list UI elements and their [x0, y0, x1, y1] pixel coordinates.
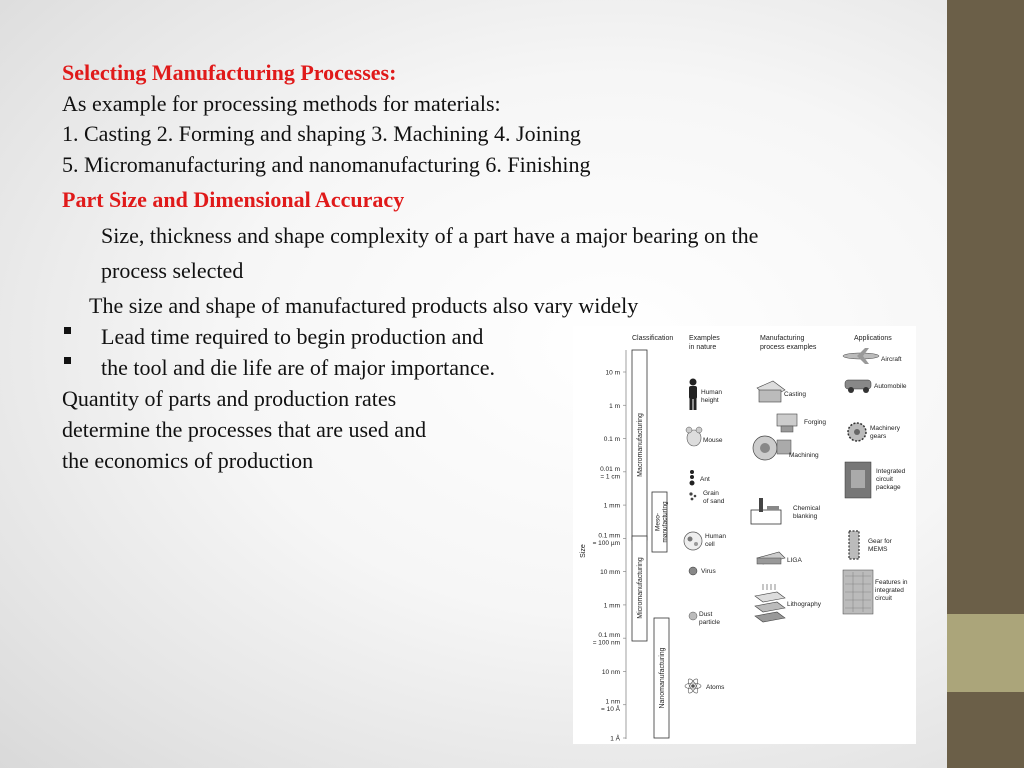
mems-gear-icon: [849, 531, 859, 559]
scale-label: 1 mm: [603, 502, 620, 510]
scale-label: 1 nm: [605, 698, 620, 706]
scale-label: 0.01 m: [600, 465, 620, 473]
human-cell-icon: [684, 532, 702, 550]
header-processes: Manufacturing: [760, 335, 805, 342]
header-processes: process examples: [760, 344, 817, 351]
casting-icon: [757, 381, 785, 402]
automobile-icon: [845, 380, 871, 393]
application-label: Aircraft: [881, 356, 902, 363]
nature-label: Atoms: [706, 684, 725, 691]
application-label: Gear for: [868, 538, 892, 545]
human-icon: [689, 379, 697, 411]
scale-label: 1 Å: [610, 735, 620, 743]
figure-svg: [573, 326, 916, 744]
process-label: LIGA: [787, 557, 802, 564]
heading-part-size: Part Size and Dimensional Accuracy: [62, 187, 405, 212]
nature-label: particle: [699, 619, 720, 626]
nature-label: Dust: [699, 611, 713, 618]
nature-label: height: [701, 397, 719, 404]
machinery-gears-icon: [848, 423, 866, 441]
paragraph-line: Size, thickness and shape complexity of a part have a major bearing on the: [101, 223, 759, 248]
scale-label: 0.1 mm: [598, 532, 620, 540]
text-line: Quantity of parts and production rates: [62, 386, 397, 411]
ic-package-icon: [845, 462, 871, 498]
axis-label-size: Size: [580, 544, 587, 558]
paragraph-line: process selected: [101, 258, 244, 283]
decorative-sidebar: [947, 0, 1024, 768]
nature-label: of sand: [703, 498, 725, 505]
ant-icon: [690, 470, 695, 486]
lithography-icon: [755, 584, 785, 622]
scale-label: 10 mm: [600, 569, 620, 577]
scale-ticks: [593, 370, 626, 743]
scale-label: = 10 Å: [601, 706, 620, 714]
bullet-text: Lead time required to begin production and: [101, 324, 484, 349]
application-label: circuit: [876, 476, 893, 483]
class-label-nano: Nanomanufacturing: [659, 647, 666, 709]
scale-label: 10 nm: [601, 668, 620, 676]
forging-icon: [777, 414, 797, 432]
header-examples: Examples: [689, 335, 720, 342]
application-label: Features in: [875, 579, 908, 586]
sidebar-light-band: [947, 614, 1024, 692]
sidebar-dark-band: [947, 0, 1024, 614]
scale-label: = 100 µm: [592, 539, 620, 547]
nature-label: Ant: [700, 476, 710, 483]
application-label: Integrated: [876, 468, 906, 475]
scale-label: 0.1 mm: [598, 632, 620, 640]
application-label: Machinery: [870, 425, 900, 432]
nature-label: Virus: [701, 568, 716, 575]
liga-icon: [757, 552, 785, 564]
application-label: integrated: [875, 587, 904, 594]
grain-of-sand-icon: [689, 492, 696, 500]
scale-label: = 1 cm: [600, 473, 620, 481]
application-label: Automobile: [874, 383, 907, 390]
scale-label: 1 m: [609, 402, 620, 410]
application-label: circuit: [875, 595, 892, 602]
process-label: Casting: [784, 391, 807, 398]
process-label: Chemical: [793, 505, 821, 512]
class-label-meso: Meso-: [654, 512, 662, 532]
virus-icon: [689, 567, 697, 575]
header-applications: Applications: [854, 335, 892, 342]
application-label: MEMS: [868, 546, 888, 553]
nature-label: cell: [705, 541, 715, 548]
scale-label: 0.1 m: [603, 436, 620, 444]
scale-label: 1 mm: [603, 602, 620, 610]
scale-label: 10 m: [605, 369, 620, 377]
text-line: 5. Micromanufacturing and nanomanufacturing 6. Finishing: [62, 152, 591, 177]
process-label: Lithography: [787, 601, 821, 608]
process-label: Forging: [804, 419, 827, 426]
bullet-text: the tool and die life are of major importance.: [101, 355, 496, 380]
mouse-icon: [686, 427, 702, 446]
scale-label: = 100 nm: [592, 639, 620, 647]
text-line: 1. Casting 2. Forming and shaping 3. Machining 4. Joining: [62, 121, 581, 146]
process-label: blanking: [793, 513, 818, 520]
nature-label: Grain: [703, 490, 719, 497]
text-line: The size and shape of manufactured products also vary widely: [89, 293, 639, 318]
aircraft-icon: [843, 348, 879, 364]
ic-features-icon: [843, 570, 873, 614]
application-label: package: [876, 484, 901, 491]
bullet-square-icon: [64, 327, 71, 334]
class-label-meso: manufacturing: [661, 501, 669, 543]
class-label-micro: Micromanufacturing: [637, 557, 644, 619]
text-line: determine the processes that are used and: [62, 417, 427, 442]
heading-selecting-processes: Selecting Manufacturing Processes:: [62, 60, 397, 85]
nature-label: Mouse: [703, 437, 723, 444]
class-label-macro: Macromanufacturing: [637, 413, 644, 477]
text-line: As example for processing methods for materials:: [62, 91, 501, 116]
sidebar-dark-band-bottom: [947, 692, 1024, 768]
nature-label: Human: [705, 533, 726, 540]
dust-particle-icon: [689, 612, 697, 620]
size-scale-figure: [573, 326, 916, 744]
process-label: Machining: [789, 452, 819, 459]
chemical-blanking-icon: [751, 498, 781, 524]
header-examples: in nature: [689, 344, 717, 351]
atoms-icon: [685, 678, 701, 695]
nature-label: Human: [701, 389, 722, 396]
machining-icon: [753, 436, 791, 460]
text-line: the economics of production: [62, 448, 314, 473]
bullet-square-icon: [64, 357, 71, 364]
application-label: gears: [870, 433, 887, 440]
header-classification: Classification: [632, 335, 674, 342]
